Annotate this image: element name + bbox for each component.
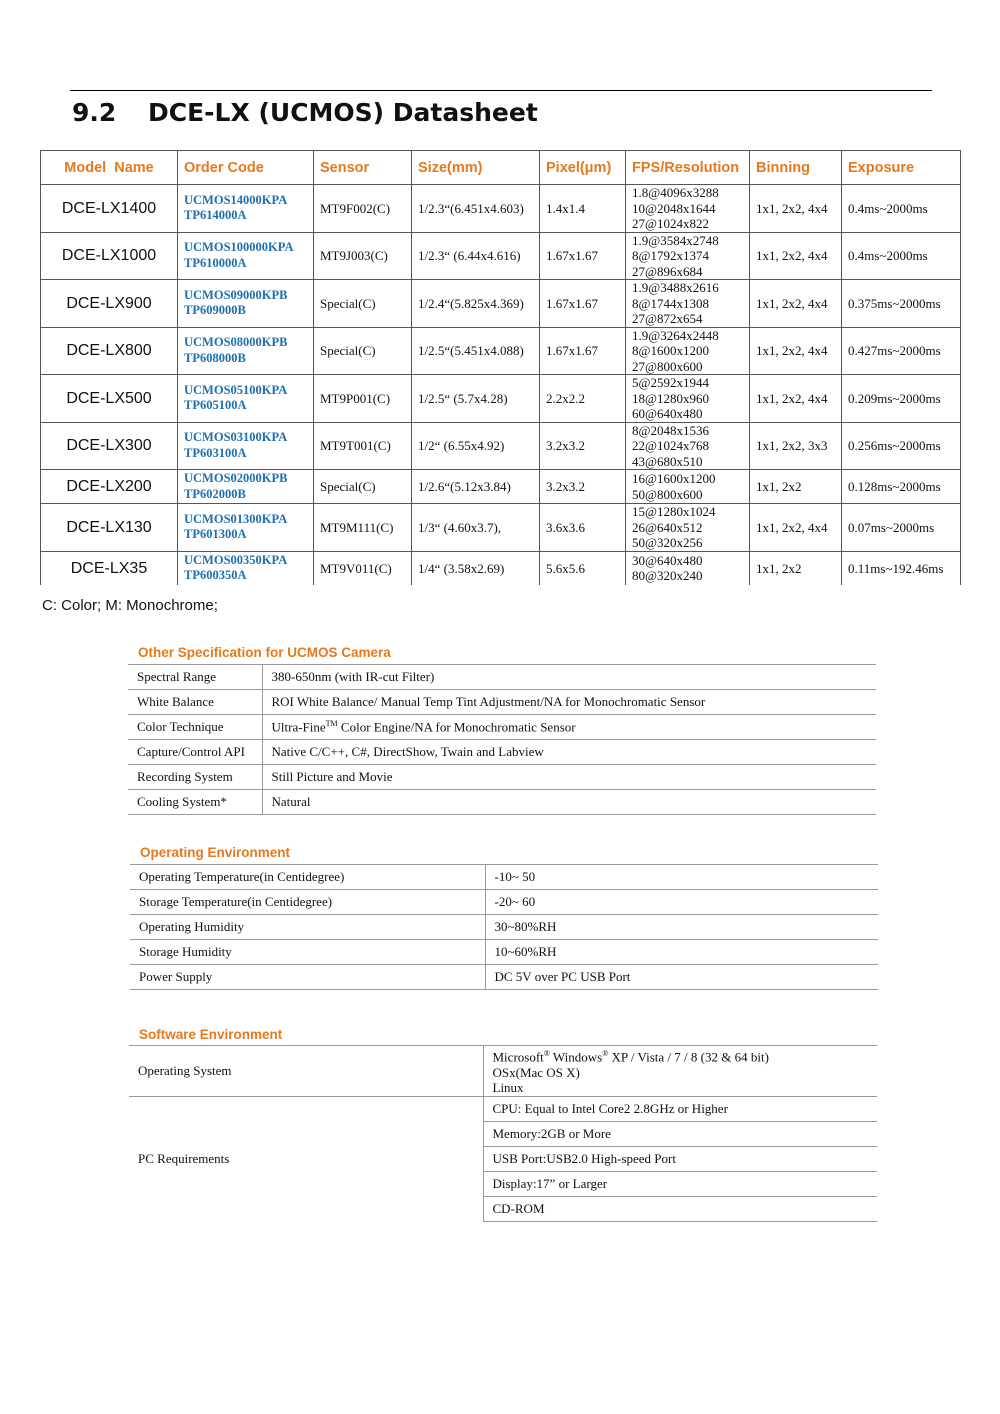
spec-value: Still Picture and Movie — [262, 765, 876, 790]
order-code-tp: TP602000B — [184, 486, 246, 501]
pc-req-row — [129, 1096, 877, 1121]
fps-line: 27@800x600 — [632, 358, 703, 374]
order-code-ucmos: UCMOS100000KPA — [184, 240, 294, 255]
section-number: 9.2 — [72, 98, 117, 127]
model-name: DCE-LX1000 — [41, 232, 178, 280]
fps-line: 10@2048x1644 — [632, 200, 716, 216]
page-title — [72, 98, 538, 127]
spec-value: 380-650nm (with IR-cut Filter) — [262, 665, 876, 690]
sensor: MT9T001(C) — [314, 422, 412, 470]
exposure: 0.375ms~2000ms — [842, 280, 961, 328]
order-code-tp: TP610000A — [184, 255, 247, 270]
order-code — [178, 185, 314, 233]
sensor: Special(C) — [314, 470, 412, 504]
col-header-exposure: Exposure — [842, 151, 961, 185]
col-header-pixel: Pixel(μm) — [540, 151, 626, 185]
pc-req-item: USB Port:USB2.0 High-speed Port — [483, 1146, 877, 1171]
spec-label: Storage Humidity — [130, 940, 485, 965]
binning: 1x1, 2x2, 4x4 — [750, 504, 842, 552]
fps-resolution — [626, 504, 750, 552]
sensor: Special(C) — [314, 280, 412, 328]
fps-line: 5@2592x1944 — [632, 375, 709, 390]
header-rule — [70, 90, 932, 91]
fps-resolution — [626, 470, 750, 504]
order-code-ucmos: UCMOS14000KPA — [184, 192, 288, 207]
size: 1/2.5“ (5.7x4.28) — [412, 375, 540, 423]
order-code-tp: TP605100A — [184, 398, 247, 413]
spec-label: Capture/Control API — [128, 740, 262, 765]
exposure: 0.4ms~2000ms — [842, 185, 961, 233]
size: 1/2“ (6.55x4.92) — [412, 422, 540, 470]
datasheet-body — [41, 185, 961, 586]
os-line-mac: OSx(Mac OS X) — [492, 1064, 580, 1080]
operating-env-row — [130, 965, 878, 990]
datasheet-row — [41, 504, 961, 552]
spec-label: Recording System — [128, 765, 262, 790]
model-name: DCE-LX800 — [41, 327, 178, 375]
pixel: 3.2x3.2 — [540, 422, 626, 470]
fps-line: 18@1280x960 — [632, 390, 709, 406]
spec-value: 10~60%RH — [485, 940, 878, 965]
model-name: DCE-LX35 — [41, 551, 178, 585]
other-spec-row — [128, 690, 876, 715]
datasheet-header-row — [41, 151, 961, 185]
col-header-fps: FPS/Resolution — [626, 151, 750, 185]
order-code-ucmos: UCMOS09000KPB — [184, 287, 288, 302]
fps-line: 50@800x600 — [632, 486, 703, 502]
software-os-row — [129, 1046, 877, 1097]
pixel: 1.67x1.67 — [540, 327, 626, 375]
col-header-binning: Binning — [750, 151, 842, 185]
spec-value: -10~ 50 — [485, 865, 878, 890]
binning: 1x1, 2x2, 4x4 — [750, 375, 842, 423]
fps-resolution — [626, 375, 750, 423]
fps-line: 1.9@3488x2616 — [632, 280, 719, 295]
datasheet-row — [41, 280, 961, 328]
sensor: MT9F002(C) — [314, 185, 412, 233]
size: 1/2.3“ (6.44x4.616) — [412, 232, 540, 280]
order-code-tp: TP608000B — [184, 350, 246, 365]
datasheet-row — [41, 422, 961, 470]
spec-label: Color Technique — [128, 715, 262, 740]
sensor: MT9J003(C) — [314, 232, 412, 280]
exposure: 0.11ms~192.46ms — [842, 551, 961, 585]
pixel: 5.6x5.6 — [540, 551, 626, 585]
datasheet-table — [40, 150, 961, 585]
pixel: 3.2x3.2 — [540, 470, 626, 504]
fps-resolution — [626, 327, 750, 375]
spec-value: 30~80%RH — [485, 915, 878, 940]
exposure: 0.427ms~2000ms — [842, 327, 961, 375]
spec-value: Ultra-Fine™ Color Engine/NA for Monochromatic Sensor — [262, 715, 876, 740]
os-label: Operating System — [129, 1046, 483, 1097]
fps-line: 8@2048x1536 — [632, 422, 709, 438]
datasheet-row — [41, 375, 961, 423]
binning: 1x1, 2x2, 3x3 — [750, 422, 842, 470]
order-code — [178, 504, 314, 552]
model-name: DCE-LX1400 — [41, 185, 178, 233]
fps-line: 8@1600x1200 — [632, 343, 709, 358]
order-code-ucmos: UCMOS05100KPA — [184, 382, 288, 397]
fps-line: 1.9@3264x2448 — [632, 327, 719, 343]
other-spec-row — [128, 765, 876, 790]
pixel: 1.67x1.67 — [540, 232, 626, 280]
col-header-order-code: Order Code — [178, 151, 314, 185]
fps-line: 50@320x256 — [632, 535, 703, 550]
other-spec-row — [128, 665, 876, 690]
sensor: MT9P001(C) — [314, 375, 412, 423]
software-env-title: Software Environment — [139, 1027, 283, 1042]
other-spec-row — [128, 740, 876, 765]
order-code — [178, 280, 314, 328]
order-code — [178, 551, 314, 585]
spec-value: -20~ 60 — [485, 890, 878, 915]
fps-resolution — [626, 422, 750, 470]
operating-env-row — [130, 915, 878, 940]
os-line-linux: Linux — [492, 1080, 524, 1096]
spec-label: Cooling System* — [128, 790, 262, 815]
binning: 1x1, 2x2, 4x4 — [750, 280, 842, 328]
order-code-tp: TP603100A — [184, 445, 247, 460]
operating-env-row — [130, 890, 878, 915]
spec-label: White Balance — [128, 690, 262, 715]
sensor: MT9M111(C) — [314, 504, 412, 552]
datasheet-row — [41, 185, 961, 233]
binning: 1x1, 2x2 — [750, 551, 842, 585]
order-code-ucmos: UCMOS01300KPA — [184, 511, 288, 526]
binning: 1x1, 2x2, 4x4 — [750, 232, 842, 280]
pc-req-label: PC Requirements — [129, 1096, 483, 1221]
size: 1/4“ (3.58x2.69) — [412, 551, 540, 585]
order-code — [178, 422, 314, 470]
order-code-ucmos: UCMOS03100KPA — [184, 430, 288, 445]
datasheet-row — [41, 551, 961, 585]
operating-env-table — [130, 864, 878, 990]
fps-line: 27@872x654 — [632, 311, 703, 326]
fps-line: 8@1792x1374 — [632, 248, 709, 263]
spec-label: Operating Humidity — [130, 915, 485, 940]
pixel: 1.67x1.67 — [540, 280, 626, 328]
binning: 1x1, 2x2, 4x4 — [750, 185, 842, 233]
datasheet-row — [41, 232, 961, 280]
spec-label: Spectral Range — [128, 665, 262, 690]
datasheet-row — [41, 470, 961, 504]
order-code — [178, 470, 314, 504]
size: 1/2.5“(5.451x4.088) — [412, 327, 540, 375]
exposure: 0.209ms~2000ms — [842, 375, 961, 423]
order-code-ucmos: UCMOS08000KPB — [184, 335, 288, 350]
fps-line: 27@1024x822 — [632, 216, 709, 231]
exposure: 0.128ms~2000ms — [842, 470, 961, 504]
os-value — [483, 1046, 877, 1097]
spec-value: Native C/C++, C#, DirectShow, Twain and Labview — [262, 740, 876, 765]
order-code-ucmos: UCMOS00350KPA — [184, 552, 288, 567]
size: 1/2.6“(5.12x3.84) — [412, 470, 540, 504]
sensor: Special(C) — [314, 327, 412, 375]
pixel: 2.2x2.2 — [540, 375, 626, 423]
binning: 1x1, 2x2, 4x4 — [750, 327, 842, 375]
order-code-tp: TP609000B — [184, 303, 246, 318]
software-env-table — [129, 1045, 877, 1222]
exposure: 0.256ms~2000ms — [842, 422, 961, 470]
order-code — [178, 327, 314, 375]
size: 1/2.4“(5.825x4.369) — [412, 280, 540, 328]
order-code — [178, 375, 314, 423]
size: 1/2.3“(6.451x4.603) — [412, 185, 540, 233]
color-note: C: Color; M: Monochrome; — [42, 597, 218, 614]
size: 1/3“ (4.60x3.7), — [412, 504, 540, 552]
pc-req-item: Memory:2GB or More — [483, 1121, 877, 1146]
other-spec-table — [128, 664, 876, 815]
binning: 1x1, 2x2 — [750, 470, 842, 504]
pc-req-item: Display:17” or Larger — [483, 1171, 877, 1196]
order-code-tp: TP614000A — [184, 208, 247, 223]
order-code-tp: TP601300A — [184, 527, 247, 542]
exposure: 0.4ms~2000ms — [842, 232, 961, 280]
fps-resolution — [626, 185, 750, 233]
other-spec-row — [128, 715, 876, 740]
spec-value: Natural — [262, 790, 876, 815]
fps-line: 1.8@4096x3288 — [632, 185, 719, 200]
spec-label: Storage Temperature(in Centidegree) — [130, 890, 485, 915]
model-name: DCE-LX300 — [41, 422, 178, 470]
model-name: DCE-LX130 — [41, 504, 178, 552]
operating-env-title: Operating Environment — [140, 845, 291, 860]
fps-line: 80@320x240 — [632, 568, 703, 584]
operating-env-row — [130, 940, 878, 965]
pixel: 3.6x3.6 — [540, 504, 626, 552]
fps-line: 16@1600x1200 — [632, 471, 716, 486]
operating-env-row — [130, 865, 878, 890]
col-header-size: Size(mm) — [412, 151, 540, 185]
other-spec-title: Other Specification for UCMOS Camera — [138, 645, 391, 660]
spec-label: Power Supply — [130, 965, 485, 990]
fps-resolution — [626, 280, 750, 328]
fps-line: 26@640x512 — [632, 519, 703, 535]
fps-line: 8@1744x1308 — [632, 295, 709, 311]
fps-line: 30@640x480 — [632, 552, 703, 568]
model-name: DCE-LX500 — [41, 375, 178, 423]
fps-line: 15@1280x1024 — [632, 504, 716, 519]
fps-line: 43@680x510 — [632, 453, 703, 469]
sensor: MT9V011(C) — [314, 551, 412, 585]
pc-req-item: CPU: Equal to Intel Core2 2.8GHz or Higher — [483, 1096, 877, 1121]
order-code-tp: TP600350A — [184, 568, 247, 583]
fps-resolution — [626, 551, 750, 585]
model-name: DCE-LX200 — [41, 470, 178, 504]
exposure: 0.07ms~2000ms — [842, 504, 961, 552]
model-name: DCE-LX900 — [41, 280, 178, 328]
fps-line: 60@640x480 — [632, 406, 703, 421]
other-spec-row — [128, 790, 876, 815]
fps-line: 27@896x684 — [632, 263, 703, 279]
order-code-ucmos: UCMOS02000KPB — [184, 471, 288, 485]
col-header-model: Model Name — [41, 151, 178, 185]
fps-line: 1.9@3584x2748 — [632, 232, 719, 248]
section-title: DCE-LX (UCMOS) Datasheet — [148, 98, 538, 127]
spec-value: ROI White Balance/ Manual Temp Tint Adjustment/NA for Monochromatic Sensor — [262, 690, 876, 715]
spec-value: DC 5V over PC USB Port — [485, 965, 878, 990]
spec-label: Operating Temperature(in Centidegree) — [130, 865, 485, 890]
order-code — [178, 232, 314, 280]
os-line-windows: Microsoft® Windows® XP / Vista / 7 / 8 (32 & 64 bit) — [492, 1049, 769, 1065]
pc-req-item: CD-ROM — [483, 1196, 877, 1221]
fps-line: 22@1024x768 — [632, 438, 709, 453]
fps-resolution — [626, 232, 750, 280]
pixel: 1.4x1.4 — [540, 185, 626, 233]
datasheet-row — [41, 327, 961, 375]
col-header-sensor: Sensor — [314, 151, 412, 185]
